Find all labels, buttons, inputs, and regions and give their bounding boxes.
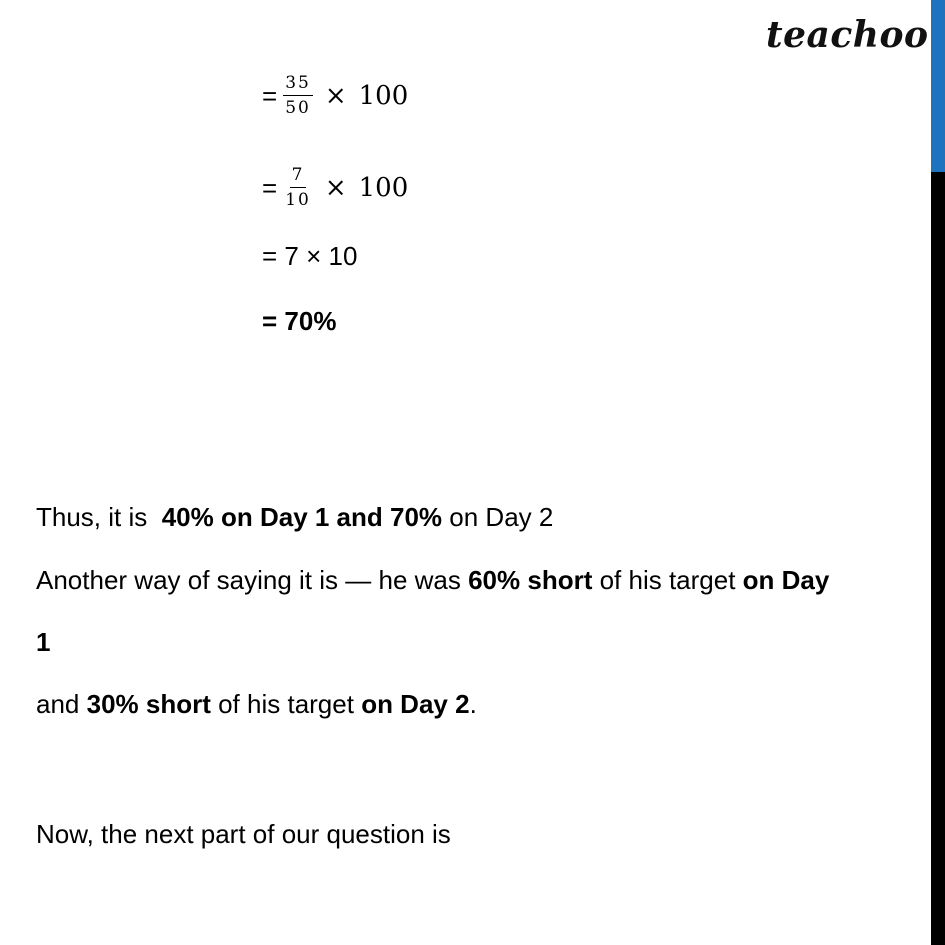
fraction-numerator: 35 [283, 73, 313, 96]
times-sign: × [324, 80, 347, 111]
conclusion-line-4 [36, 689, 477, 719]
fraction-denominator: 10 [285, 190, 311, 210]
conclusion-line-5 [36, 819, 451, 849]
text-segment: Another way of saying it is — he was [36, 565, 469, 595]
fraction [283, 73, 313, 118]
multiplier: 100 [358, 172, 409, 203]
step-fraction-7-10 [262, 165, 408, 210]
multiplier: 100 [358, 80, 409, 111]
bold-segment: on Day [742, 565, 830, 595]
conclusion-line-2 [36, 565, 829, 595]
conclusion-line-3 [36, 627, 50, 657]
step-fraction-35-50 [262, 73, 408, 118]
step-result [262, 306, 336, 336]
bold-segment: 40% on Day 1 and 70% [161, 502, 443, 532]
bold-segment: 60% short [468, 565, 593, 595]
text-segment: . [469, 689, 477, 719]
bold-segment: 30% short [86, 689, 211, 719]
text-segment: of his target [210, 689, 362, 719]
text-segment: Thus, it is [36, 502, 162, 532]
equals-sign: = [262, 80, 278, 111]
teachoo-logo: teachoo [766, 14, 929, 56]
step-text: = 7 × 10 [262, 241, 358, 271]
step-product [262, 241, 357, 271]
scrollbar-thumb[interactable] [931, 0, 945, 172]
bold-segment: 1 [36, 627, 51, 657]
fraction [283, 165, 313, 210]
times-sign: × [324, 172, 347, 203]
fraction-denominator: 50 [285, 98, 311, 118]
text-segment: on Day 2 [442, 502, 554, 532]
text-segment: of his target [592, 565, 743, 595]
text-segment: Now, the next part of our question is [36, 819, 451, 849]
conclusion-line-1 [36, 502, 553, 532]
scrollbar[interactable] [931, 0, 945, 945]
fraction-numerator: 7 [290, 165, 307, 188]
text-segment: and [36, 689, 87, 719]
bold-segment: on Day 2 [361, 689, 470, 719]
step-result-text: = 70% [262, 306, 337, 336]
equals-sign: = [262, 172, 278, 203]
